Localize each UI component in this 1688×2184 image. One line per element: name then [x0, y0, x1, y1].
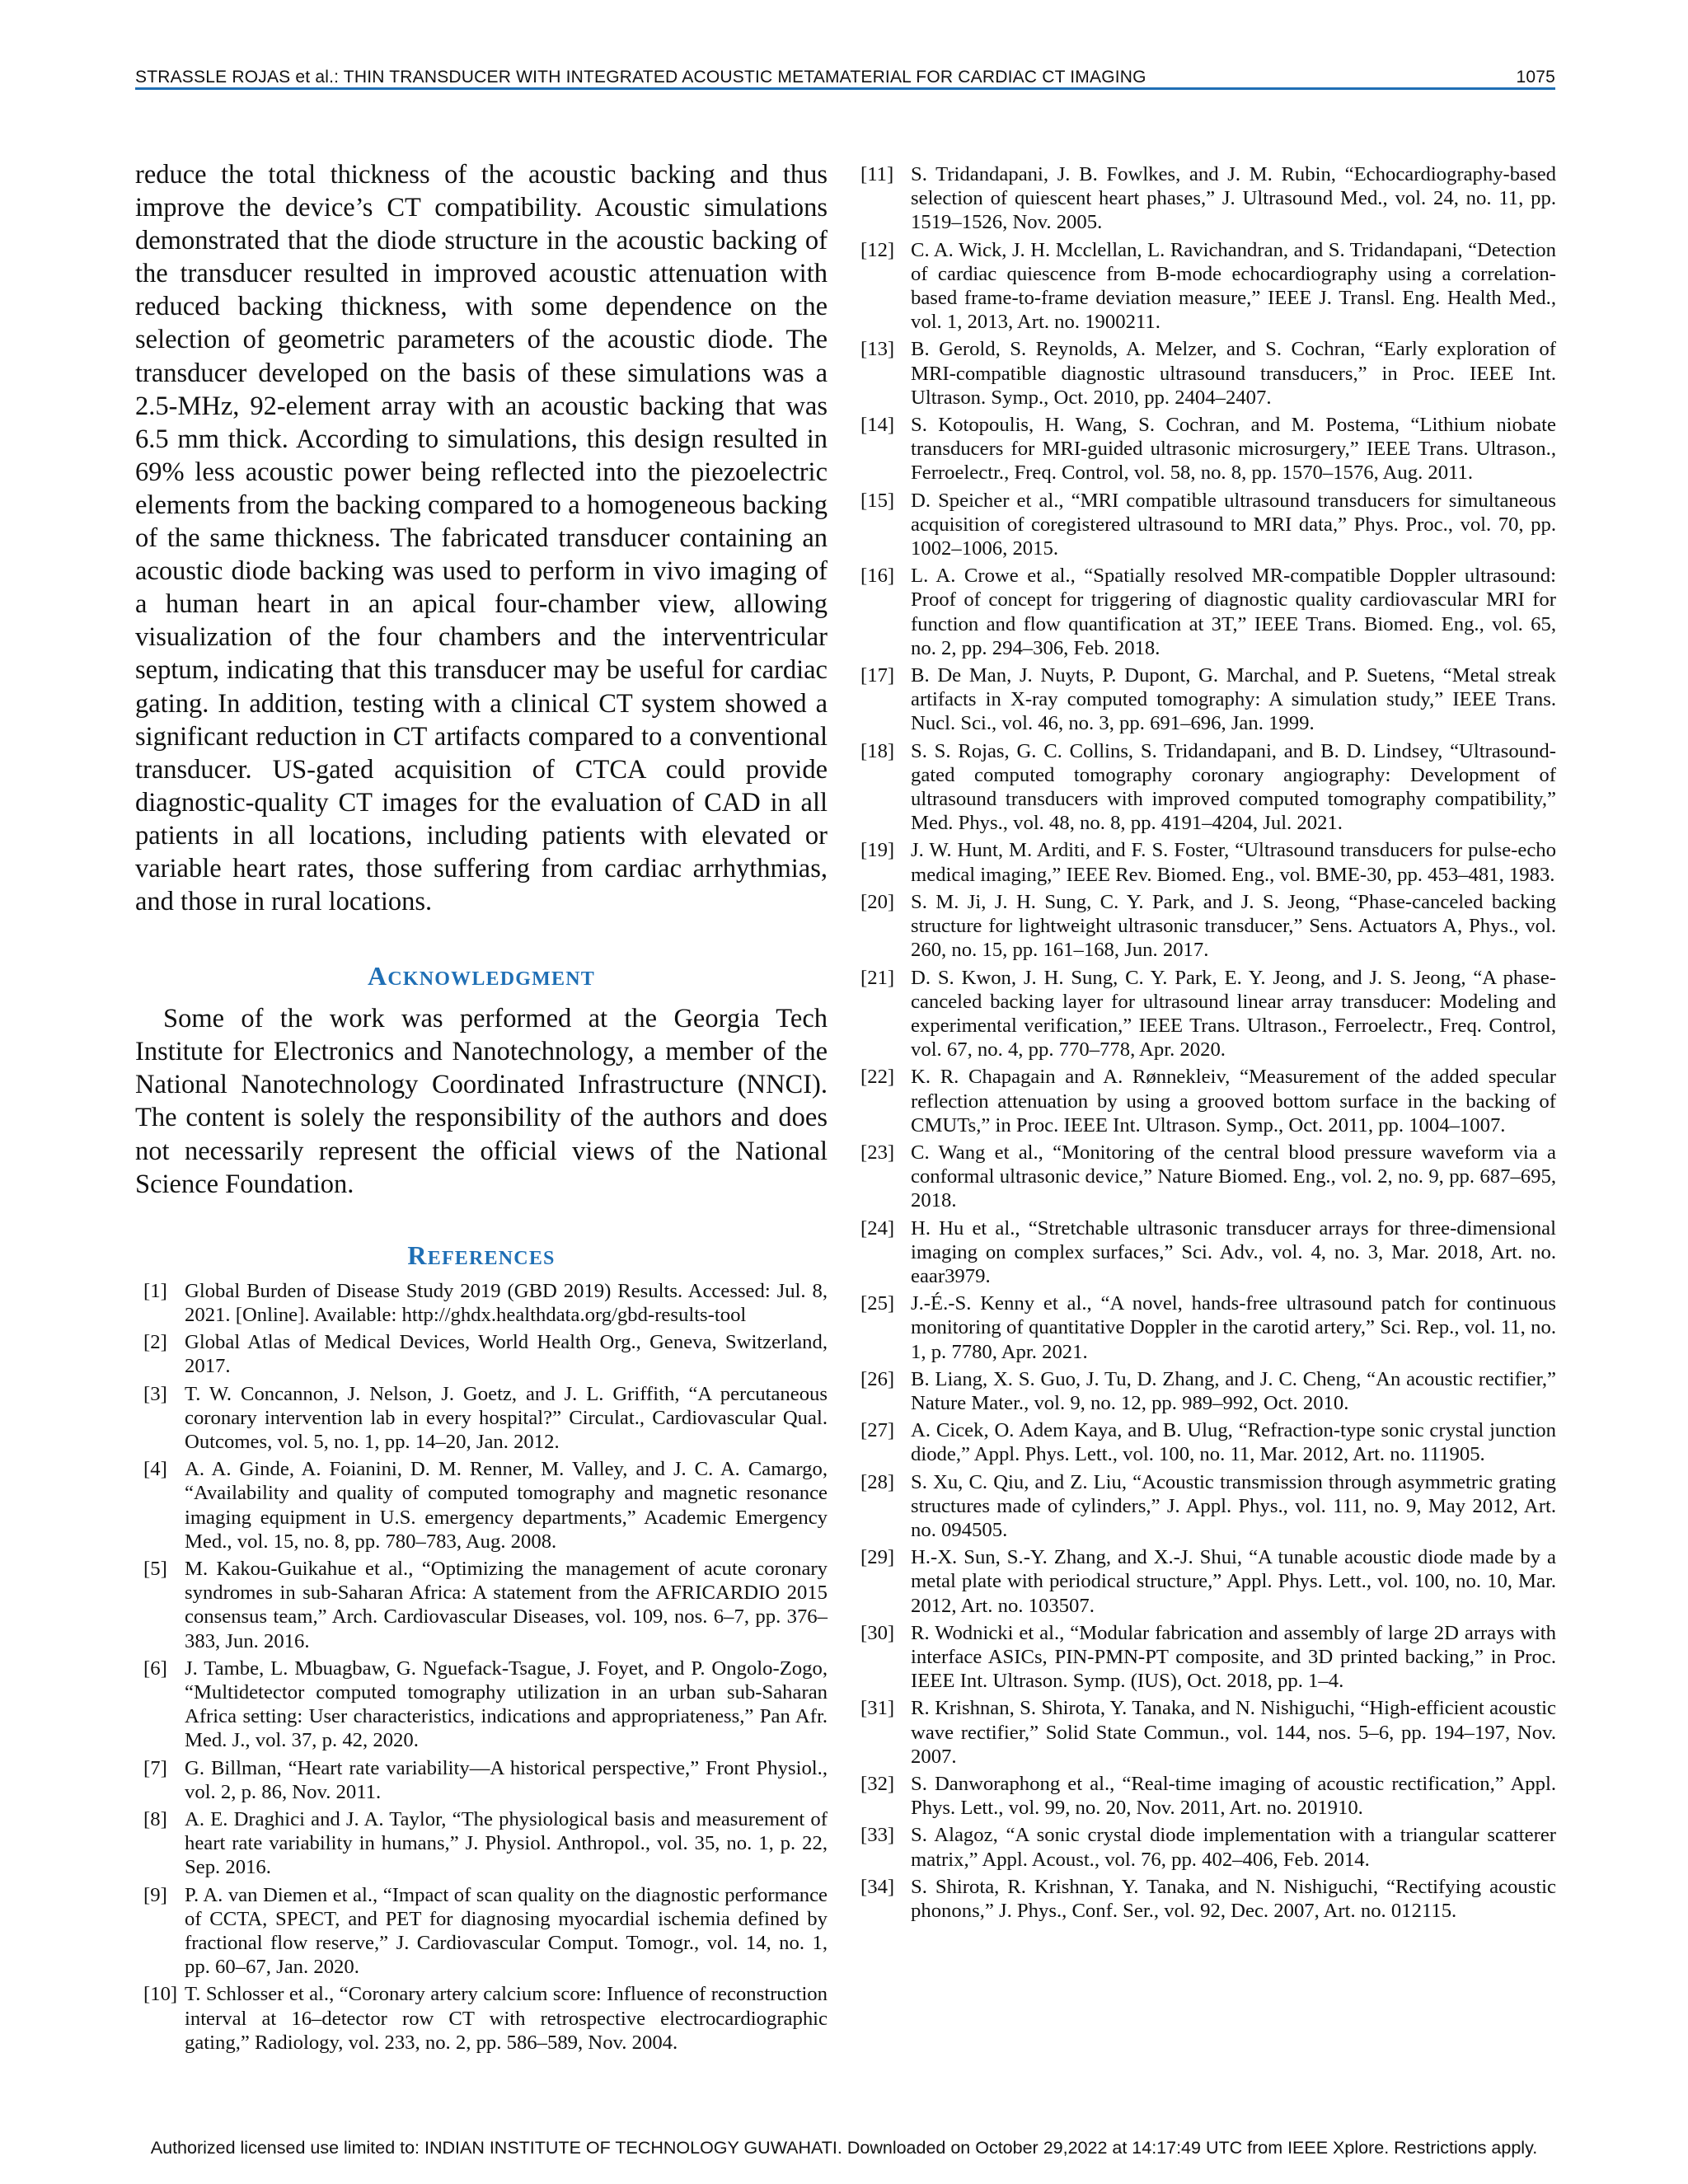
- reference-item: [860, 1772, 1556, 1820]
- reference-text: S. Danworaphong et al., “Real-time imaging of acoustic rectification,” Appl. Phys. Lett., vol. 99, no. 20, Nov. 2011, Art. no. 201910.: [911, 1773, 1556, 1820]
- reference-number: [21]: [860, 966, 895, 989]
- reference-item: [860, 739, 1556, 836]
- reference-number: [18]: [860, 739, 895, 762]
- reference-item: [860, 1545, 1556, 1618]
- reference-number: [23]: [860, 1141, 895, 1164]
- reference-number: [11]: [860, 163, 894, 185]
- reference-text: Global Burden of Disease Study 2019 (GBD 2019) Results. Accessed: Jul. 8, 2021. [Online]. Available: http://ghdx.healthdata.org/gbd-results-tool: [185, 1279, 828, 1326]
- acknowledgment-heading-rest: CKNOWLEDGMENT: [387, 968, 595, 991]
- reference-text: L. A. Crowe et al., “Spatially resolved MR-compatible Doppler ultrasound: Proof of concept for triggering of diagnostic quality cardiovascular MRI for function and flow quantification at 3T,” IEEE Trans. Biomed. Eng., vol. 65, no. 2, pp. 294–306, Feb. 2018.: [911, 565, 1556, 659]
- references-heading-rest: EFERENCES: [427, 1247, 556, 1269]
- reference-text: A. A. Ginde, A. Foianini, D. M. Renner, M. Valley, and J. C. A. Camargo, “Availability and quality of computed tomography and magnetic resonance imaging equipment in U.S. emergency departments,” Academic Emergency Med., vol. 15, no. 8, pp. 780–783, Aug. 2008.: [185, 1458, 828, 1553]
- reference-text: S. S. Rojas, G. C. Collins, S. Tridandapani, and B. D. Lindsey, “Ultrasound-gated computed tomography coronary angiography: Development of ultrasound transducers with improved computed tomography compatibility,” Med. Phys., vol. 48, no. 8, pp. 4191–4204, Jul. 2021.: [911, 739, 1556, 835]
- references-heading: [135, 1240, 828, 1271]
- reference-number: [26]: [860, 1367, 895, 1390]
- reference-number: [25]: [860, 1292, 895, 1315]
- reference-number: [34]: [860, 1875, 895, 1898]
- reference-item: [860, 564, 1556, 660]
- reference-number: [33]: [860, 1824, 895, 1847]
- reference-number: [13]: [860, 338, 895, 361]
- reference-item: [860, 413, 1556, 485]
- reference-text: R. Krishnan, S. Shirota, Y. Tanaka, and N. Nishiguchi, “High-efficient acoustic wave rectifier,” Solid State Commun., vol. 144, nos. 5–6, pp. 194–197, Nov. 2007.: [911, 1697, 1556, 1768]
- reference-item: [860, 1823, 1556, 1871]
- reference-number: [32]: [860, 1773, 895, 1795]
- reference-item: [860, 337, 1556, 410]
- reference-text: T. Schlosser et al., “Coronary artery calcium score: Influence of reconstruction interval at 16–detector row CT with retrospective electrocardiographic gating,” Radiology, vol. 233, no. 2, pp. 586–589, Nov. 2004.: [185, 1983, 828, 2054]
- reference-number: [19]: [860, 839, 895, 862]
- reference-text: R. Wodnicki et al., “Modular fabrication and assembly of large 2D arrays with interface ASICs, PIN-PMN-PT composite, and 3D printed backing,” in Proc. IEEE Int. Ultrason. Symp. (IUS), Oct. 2018, pp. 1–4.: [911, 1621, 1556, 1693]
- acknowledgment-heading: [135, 961, 828, 991]
- reference-item: [860, 838, 1556, 886]
- reference-item: [860, 1418, 1556, 1466]
- reference-item: [135, 1557, 828, 1653]
- reference-item: [135, 1657, 828, 1753]
- reference-text: H. Hu et al., “Stretchable ultrasonic transducer arrays for three-dimensional imaging on complex surfaces,” Sci. Adv., vol. 4, no. 3, Mar. 2018, Art. no. eaar3979.: [911, 1216, 1556, 1287]
- reference-text: A. Cicek, O. Adem Kaya, and B. Ulug, “Refraction-type sonic crystal junction diode,” Appl. Phys. Lett., vol. 100, no. 11, Mar. 2012, Art. no. 111905.: [911, 1419, 1556, 1466]
- reference-text: D. Speicher et al., “MRI compatible ultrasound transducers for simultaneous acquisition of coregistered ultrasound to MRI data,” Phys. Proc., vol. 70, pp. 1002–1006, 2015.: [911, 489, 1556, 560]
- running-title: STRASSLE ROJAS et al.: THIN TRANSDUCER WITH INTEGRATED ACOUSTIC METAMATERIAL FOR CARDIAC CT IMAGING: [135, 68, 1146, 87]
- reference-number: [16]: [860, 565, 895, 588]
- reference-text: D. S. Kwon, J. H. Sung, C. Y. Park, E. Y. Jeong, and J. S. Jeong, “A phase-canceled backing layer for ultrasound linear array transducer: Modeling and experimental verification,” IEEE Trans. Ultrason., Ferroelectr., Freq. Control, vol. 67, no. 4, pp. 770–778, Apr. 2020.: [911, 966, 1556, 1062]
- reference-item: [860, 1216, 1556, 1289]
- conclusion-paragraph: reduce the total thickness of the acoustic backing and thus improve the device’s CT compatibility. Acoustic simulations demonstrated that the diode structure in the acoustic backing of the transducer resulted in improved acoustic attenuation with reduced backing thickness, with some dependence on the selection of geometric parameters of the acoustic diode. The transducer developed on the basis of these simulations was a 2.5-MHz, 92-element array with an acoustic backing that was 6.5 mm thick. According to simulations, this design resulted in 69% less acoustic power being reflected into the piezoelectric elements from the backing compared to a homogeneous backing of the same thickness. The fabricated transducer containing an acoustic diode backing was used to perform in vivo imaging of a human heart in an apical four-chamber view, allowing visualization of the four chambers and the interventricular septum, indicating that this transducer may be useful for cardiac gating. In addition, testing with a clinical CT system showed a significant reduction in CT artifacts compared to a conventional transducer. US-gated acquisition of CTCA could provide diagnostic-quality CT images for the evaluation of CAD in all patients in all locations, including patients with elevated or variable heart rates, those suffering from cardiac arrhythmias, and those in rural locations.: [135, 160, 828, 917]
- page-number: 1075: [1516, 68, 1555, 87]
- reference-number: [20]: [860, 890, 895, 913]
- references-heading-initial: R: [407, 1240, 428, 1270]
- reference-item: [860, 489, 1556, 561]
- right-column: [860, 162, 1556, 1926]
- reference-item: [860, 1621, 1556, 1694]
- reference-number: [27]: [860, 1419, 895, 1442]
- reference-item: [860, 1470, 1556, 1543]
- reference-text: K. R. Chapagain and A. Rønnekleiv, “Measurement of the added specular reflection attenuation by using a grooved bottom surface in the backing of CMUTs,” in Proc. IEEE Int. Ultrason. Symp., Oct. 2011, pp. 1004–1007.: [911, 1066, 1556, 1137]
- reference-number: [4]: [143, 1458, 167, 1481]
- reference-number: [12]: [860, 238, 895, 261]
- reference-item: [860, 1367, 1556, 1415]
- reference-text: Global Atlas of Medical Devices, World Health Org., Geneva, Switzerland, 2017.: [185, 1331, 828, 1378]
- header-rule: [135, 87, 1555, 90]
- reference-text: P. A. van Diemen et al., “Impact of scan quality on the diagnostic performance of CCTA, SPECT, and PET for diagnosing myocardial ischemia defined by fractional flow reserve,” J. Cardiovascular Comput. Tomogr., vol. 14, no. 1, pp. 60–67, Jan. 2020.: [185, 1883, 828, 1979]
- reference-item: [860, 1141, 1556, 1213]
- running-header: [135, 51, 1555, 87]
- reference-number: [24]: [860, 1216, 895, 1240]
- reference-number: [9]: [143, 1883, 167, 1906]
- reference-list-left: [135, 1279, 828, 2055]
- reference-text: B. De Man, J. Nuyts, P. Dupont, G. Marchal, and P. Suetens, “Metal streak artifacts in X-ray computed tomography: A simulation study,” IEEE Trans. Nucl. Sci., vol. 46, no. 3, pp. 691–696, Jan. 1999.: [911, 664, 1556, 735]
- acknowledgment-text: Some of the work was performed at the Georgia Tech Institute for Electronics and Nanotechnology, a member of the National Nanotechnology Coordinated Infrastructure (NNCI). The content is solely the responsibility of the authors and does not necessarily represent the official views of the National Science Foundation.: [135, 1004, 828, 1199]
- left-column: [135, 158, 828, 2058]
- reference-item: [135, 1330, 828, 1378]
- reference-text: S. Xu, C. Qiu, and Z. Liu, “Acoustic transmission through asymmetric grating structures made of cylinders,” J. Appl. Phys., vol. 111, no. 9, May 2012, Art. no. 094505.: [911, 1470, 1556, 1541]
- reference-item: [135, 1982, 828, 2055]
- reference-item: [135, 1457, 828, 1554]
- reference-item: [135, 1279, 828, 1327]
- reference-text: B. Liang, X. S. Guo, J. Tu, D. Zhang, and J. C. Cheng, “An acoustic rectifier,” Nature Mater., vol. 9, no. 12, pp. 989–992, Oct. 2010.: [911, 1367, 1556, 1414]
- reference-list-right: [860, 162, 1556, 1923]
- reference-item: [860, 1065, 1556, 1137]
- reference-number: [30]: [860, 1621, 895, 1644]
- reference-item: [860, 663, 1556, 736]
- reference-number: [3]: [143, 1382, 167, 1405]
- reference-number: [5]: [143, 1557, 167, 1580]
- reference-text: M. Kakou-Guikahue et al., “Optimizing the management of acute coronary syndromes in sub-Saharan Africa: A statement from the AFRICARDIO 2015 consensus team,” Arch. Cardiovascular Diseases, vol. 109, nos. 6–7, pp. 376–383, Jun. 2016.: [185, 1557, 828, 1652]
- reference-number: [22]: [860, 1066, 895, 1089]
- reference-item: [135, 1382, 828, 1455]
- reference-number: [8]: [143, 1807, 167, 1830]
- reference-text: B. Gerold, S. Reynolds, A. Melzer, and S. Cochran, “Early exploration of MRI-compatible diagnostic ultrasound transducers,” in Proc. IEEE Int. Ultrason. Symp., Oct. 2010, pp. 2404–2407.: [911, 338, 1556, 409]
- reference-text: S. Alagoz, “A sonic crystal diode implementation with a triangular scatterer matrix,” Appl. Acoust., vol. 76, pp. 402–406, Feb. 2014.: [911, 1824, 1556, 1871]
- reference-item: [860, 1696, 1556, 1769]
- reference-text: G. Billman, “Heart rate variability—A historical perspective,” Front Physiol., vol. 2, p. 86, Nov. 2011.: [185, 1756, 828, 1803]
- reference-text: J.-É.-S. Kenny et al., “A novel, hands-free ultrasound patch for continuous monitoring of quantitative Doppler in the carotid artery,” Sci. Rep., vol. 11, no. 1, p. 7780, Apr. 2021.: [911, 1292, 1556, 1363]
- reference-item: [860, 1291, 1556, 1364]
- reference-number: [14]: [860, 414, 895, 437]
- reference-number: [15]: [860, 489, 895, 512]
- reference-item: [860, 162, 1556, 235]
- reference-item: [135, 1756, 828, 1804]
- reference-text: J. W. Hunt, M. Arditi, and F. S. Foster, “Ultrasound transducers for pulse-echo medical imaging,” IEEE Rev. Biomed. Eng., vol. BME-30, pp. 453–481, 1983.: [911, 839, 1556, 886]
- reference-text: S. Shirota, R. Krishnan, Y. Tanaka, and N. Nishiguchi, “Rectifying acoustic phonons,” J. Phys., Conf. Ser., vol. 92, Dec. 2007, Art. no. 012115.: [911, 1875, 1556, 1923]
- reference-number: [7]: [143, 1756, 167, 1779]
- reference-item: [860, 966, 1556, 1062]
- reference-text: S. Kotopoulis, H. Wang, S. Cochran, and M. Postema, “Lithium niobate transducers for MRI-guided ultrasonic microsurgery,” IEEE Trans. Ultrason., Ferroelectr., Freq. Control, vol. 58, no. 8, pp. 1570–1576, Aug. 2011.: [911, 414, 1556, 485]
- reference-text: T. W. Concannon, J. Nelson, J. Goetz, and J. L. Griffith, “A percutaneous coronary intervention lab in every hospital?” Circulat., Cardiovascular Qual. Outcomes, vol. 5, no. 1, pp. 14–20, Jan. 2012.: [185, 1382, 828, 1453]
- reference-number: [31]: [860, 1697, 895, 1720]
- reference-item: [860, 890, 1556, 963]
- reference-number: [6]: [143, 1657, 167, 1680]
- reference-item: [860, 1875, 1556, 1923]
- reference-number: [28]: [860, 1470, 895, 1493]
- reference-item: [135, 1883, 828, 1980]
- reference-number: [1]: [143, 1279, 167, 1302]
- reference-text: A. E. Draghici and J. A. Taylor, “The physiological basis and measurement of heart rate variability in humans,” J. Physiol. Anthropol., vol. 35, no. 1, p. 22, Sep. 2016.: [185, 1807, 828, 1879]
- reference-text: J. Tambe, L. Mbuagbaw, G. Nguefack-Tsague, J. Foyet, and P. Ongolo-Zogo, “Multidetector computed tomography utilization in an urban sub-Saharan Africa setting: User characteristics, indications and appropriateness,” Pan Afr. Med. J., vol. 37, p. 42, 2020.: [185, 1657, 828, 1752]
- license-footer: Authorized licensed use limited to: INDIAN INSTITUTE OF TECHNOLOGY GUWAHATI. Downloaded on October 29,2022 at 14:17:49 UTC from IEEE Xplore. Restrictions apply.: [150, 2138, 1538, 2158]
- reference-number: [17]: [860, 664, 895, 687]
- reference-number: [29]: [860, 1546, 895, 1569]
- reference-number: [2]: [143, 1331, 167, 1354]
- reference-text: S. Tridandapani, J. B. Fowlkes, and J. M. Rubin, “Echocardiography-based selection of quiescent heart phases,” J. Ultrasound Med., vol. 24, no. 11, pp. 1519–1526, Nov. 2005.: [911, 163, 1556, 234]
- reference-text: S. M. Ji, J. H. Sung, C. Y. Park, and J. S. Jeong, “Phase-canceled backing structure for lightweight ultrasonic transducer,” Sens. Actuators A, Phys., vol. 260, no. 15, pp. 161–168, Jun. 2017.: [911, 890, 1556, 962]
- reference-number: [10]: [143, 1983, 178, 2006]
- acknowledgment-heading-initial: A: [368, 961, 388, 991]
- reference-item: [135, 1807, 828, 1880]
- reference-text: H.-X. Sun, S.-Y. Zhang, and X.-J. Shui, “A tunable acoustic diode made by a metal plate with periodical structure,” Appl. Phys. Lett., vol. 100, no. 10, Mar. 2012, Art. no. 103507.: [911, 1546, 1556, 1617]
- reference-item: [860, 238, 1556, 335]
- reference-text: C. A. Wick, J. H. Mcclellan, L. Ravichandran, and S. Tridandapani, “Detection of cardiac quiescence from B-mode echocardiography using a correlation-based frame-to-frame deviation measure,” IEEE J. Transl. Eng. Health Med., vol. 1, 2013, Art. no. 1900211.: [911, 238, 1556, 334]
- reference-text: C. Wang et al., “Monitoring of the central blood pressure waveform via a conformal ultrasonic device,” Nature Biomed. Eng., vol. 2, no. 9, pp. 687–695, 2018.: [911, 1141, 1556, 1212]
